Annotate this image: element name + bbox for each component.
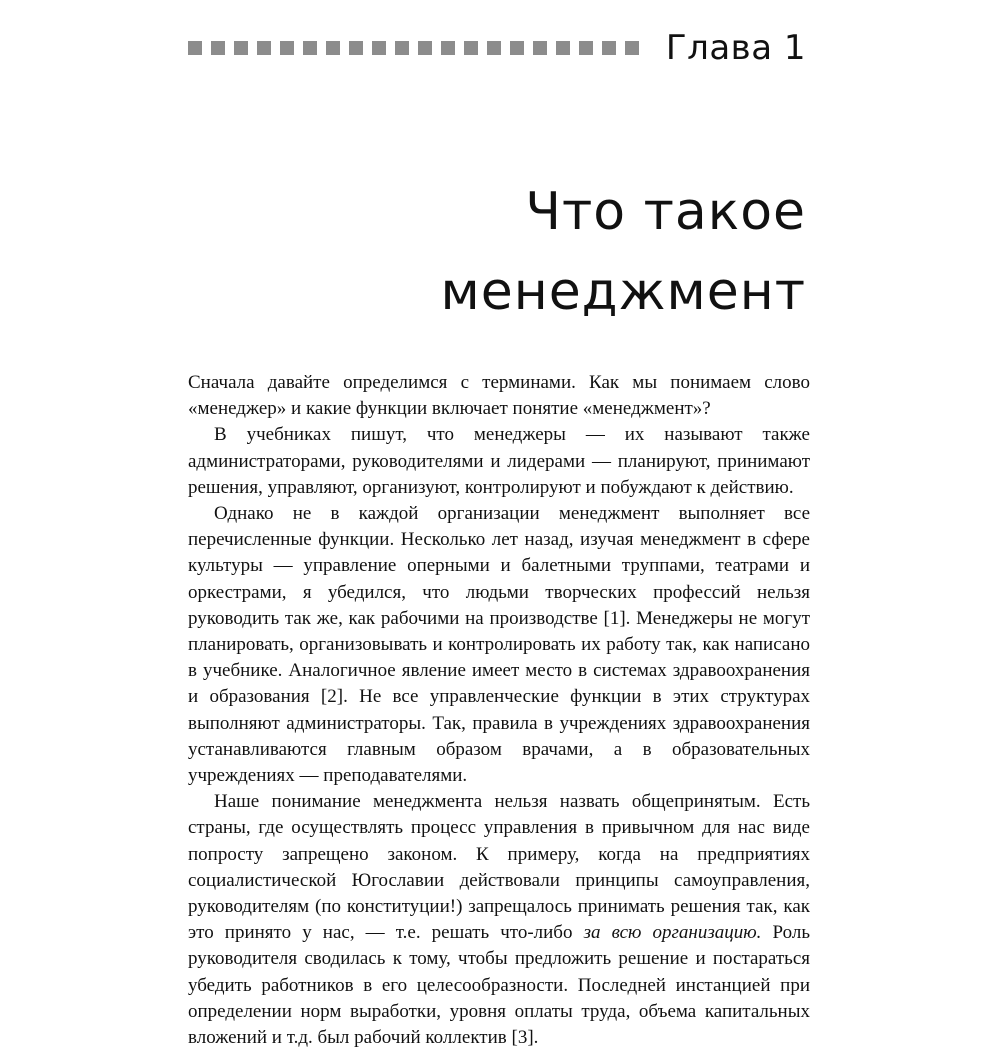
body-text: [188, 370, 810, 1051]
square-icon: [441, 41, 455, 55]
square-icon: [326, 41, 340, 55]
square-icon: [257, 41, 271, 55]
paragraph-4-text-a: Наше понимание менеджмента нельзя назвать общепринятым. Есть страны, где осуществлять процесс управления в привычном для нас виде попросту запрещено законом. К примеру, когда на предприятиях социалистической Югославии действовали принципы самоуправления, руководителям (по конституции!) запрещалось принимать решения так, как это принято у нас, — т.е. решать что-либо: [188, 791, 810, 944]
square-icon: [280, 41, 294, 55]
square-icon: [464, 41, 478, 55]
chapter-title: [440, 172, 806, 332]
chapter-title-line-1: Что такое: [525, 182, 806, 242]
paragraph-3: Однако не в каждой организации менеджмент выполняет все перечисленные функции. Несколько лет назад, изучая менеджмент в сфере культуры — управление оперными и балетными труппами, театрами и оркестрами, я убедился, что людьми творческих профессий нельзя руководить так же, как рабочими на производстве [1]. Менеджеры не могут планировать, организовывать и контролировать их работу так, как написано в учебнике. Аналогичное явление имеет место в системах здравоохранения и образования [2]. Не все управленческие функции в этих структурах выполняют администраторы. Так, правила в учреждениях здравоохранения устанавливаются главным образом врачами, а в образовательных учреждениях — преподавателями.: [188, 503, 810, 787]
square-icon: [303, 41, 317, 55]
square-icon: [625, 41, 639, 55]
square-icon: [234, 41, 248, 55]
square-icon: [487, 41, 501, 55]
square-icon: [188, 41, 202, 55]
square-icon: [510, 41, 524, 55]
paragraph-4-text-b: Роль руководителя сводилась к тому, чтобы предложить решение и постараться убедить работников в его целесообразности. Последней инстанцией при определении норм выработки, уровня оплаты труда, объема капитальных вложений и т.д. был рабочий коллектив [3].: [188, 922, 810, 1049]
paragraph-4-italic: за всю организацию.: [583, 922, 762, 944]
square-icon: [372, 41, 386, 55]
square-icon: [349, 41, 363, 55]
paragraph-2: В учебниках пишут, что менеджеры — их называют также администраторами, руководителями и лидерами — планируют, принимают решения, управляют, организуют, контролируют и побуждают к действию.: [188, 424, 810, 498]
square-icon: [556, 41, 570, 55]
square-icon: [533, 41, 547, 55]
chapter-label: Глава 1: [665, 28, 806, 68]
paragraph-4: [188, 789, 810, 1051]
square-icon: [395, 41, 409, 55]
square-icon: [418, 41, 432, 55]
paragraph-1: Сначала давайте определимся с терминами. Как мы понимаем слово «менеджер» и какие функции включает понятие «менеджмент»?: [188, 372, 810, 420]
chapter-header: [188, 28, 806, 68]
chapter-title-line-2: менеджмент: [440, 262, 806, 322]
square-icon: [211, 41, 225, 55]
square-icon: [602, 41, 616, 55]
decorative-squares: [188, 41, 639, 55]
square-icon: [579, 41, 593, 55]
